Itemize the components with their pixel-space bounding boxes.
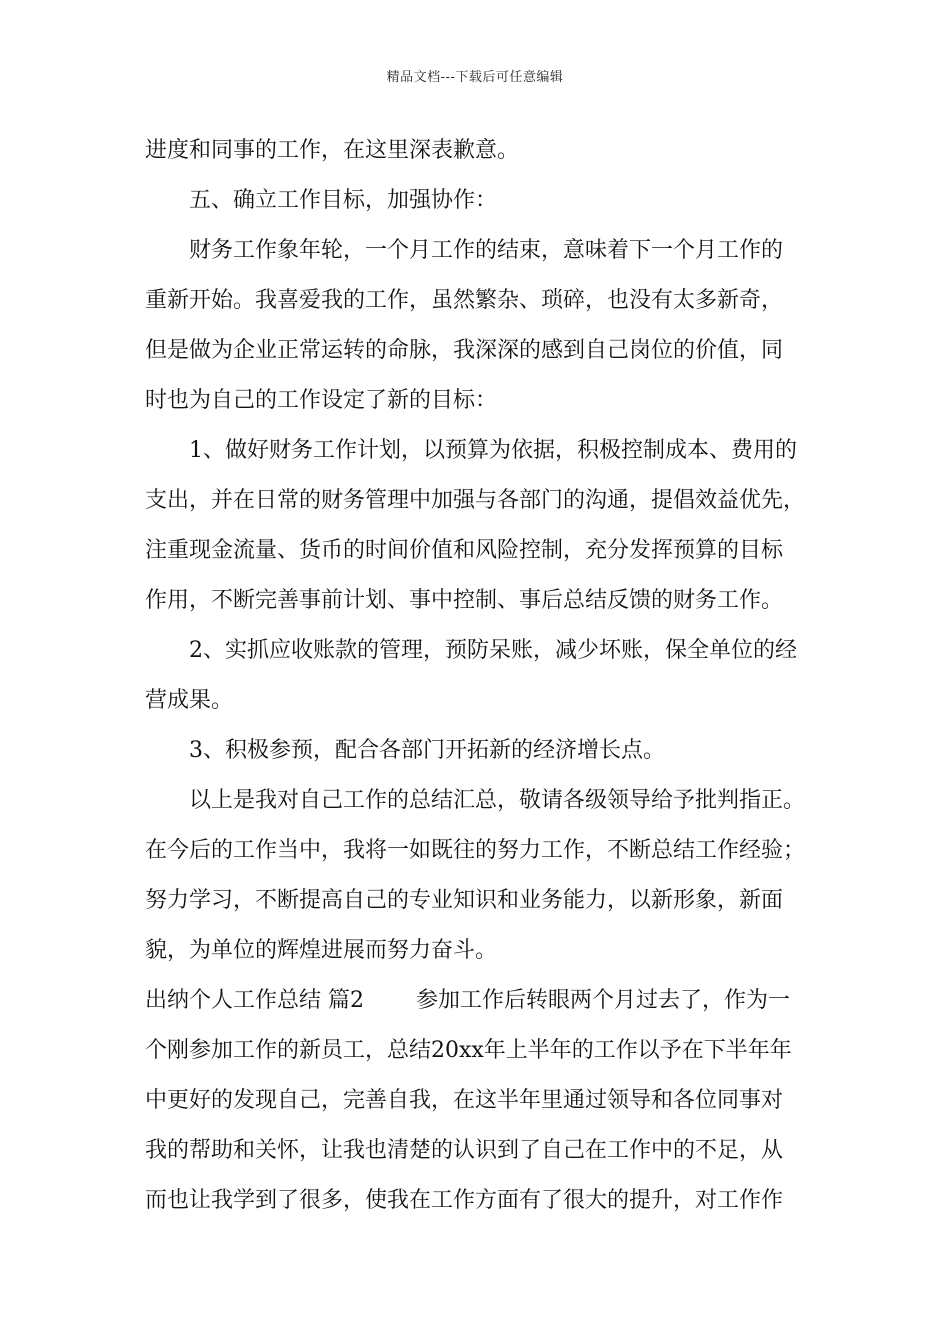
list-item-text: 2、实抓应收账款的管理，预防呆账，减少坏账，保全单位的经 [189, 638, 797, 663]
page-header: 精品文档---下载后可任意编辑 [386, 70, 564, 85]
document-body [145, 126, 811, 1226]
text-line: 营成果。 [145, 688, 234, 713]
text-line: 时也为自己的工作设定了新的目标： [145, 388, 498, 413]
section-title: 出纳个人工作总结 篇2 [145, 988, 364, 1013]
section-title-line [145, 976, 811, 1026]
list-item-text: 3、积极参预，配合各部门开拓新的经济增长点。 [189, 738, 665, 763]
text-line: 貌，为单位的辉煌进展而努力奋斗。 [145, 938, 498, 963]
text-line: 重新开始。我喜爱我的工作，虽然繁杂、琐碎，也没有太多新奇， [145, 288, 784, 313]
section-heading: 五、确立工作目标，加强协作： [189, 188, 498, 213]
text-line: 注重现金流量、货币的时间价值和风险控制，充分发挥预算的目标 [145, 538, 784, 563]
list-item-text: 1、做好财务工作计划，以预算为依据，积极控制成本、费用的 [189, 438, 797, 463]
text-line: 中更好的发现自己，完善自我，在这半年里通过领导和各位同事对 [145, 1088, 784, 1113]
text-line: 参加工作后转眼两个月过去了，作为一 [416, 988, 791, 1013]
text-line: 个刚参加工作的新员工，总结20xx年上半年的工作以予在下半年年 [145, 1038, 792, 1063]
text-line: 进度和同事的工作，在这里深表歉意。 [145, 138, 520, 163]
text-line: 支出，并在日常的财务管理中加强与各部门的沟通，提倡效益优先， [145, 488, 806, 513]
text-line: 在今后的工作当中，我将一如既往的努力工作，不断总结工作经验； [145, 838, 806, 863]
text-line: 而也让我学到了很多，使我在工作方面有了很大的提升，对工作作 [145, 1188, 784, 1213]
text-line: 财务工作象年轮，一个月工作的结束，意味着下一个月工作的 [189, 238, 784, 263]
text-line: 我的帮助和关怀，让我也清楚的认识到了自己在工作中的不足，从 [145, 1138, 784, 1163]
text-line: 但是做为企业正常运转的命脉，我深深的感到自己岗位的价值，同 [145, 338, 784, 363]
text-line: 努力学习，不断提高自己的专业知识和业务能力，以新形象，新面 [145, 888, 784, 913]
text-line: 以上是我对自己工作的总结汇总，敬请各级领导给予批判指正。 [189, 788, 806, 813]
text-line: 作用，不断完善事前计划、事中控制、事后总结反馈的财务工作。 [145, 588, 784, 613]
